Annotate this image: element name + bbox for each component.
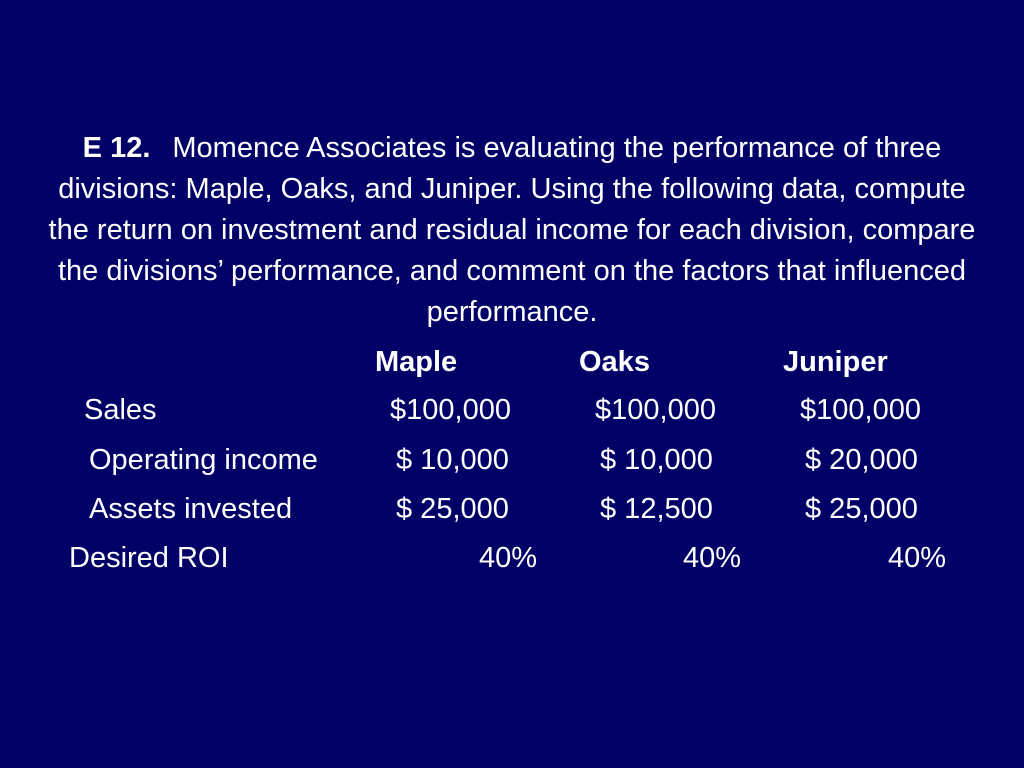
column-header-maple: Maple [375,346,458,378]
row-label-assets-invested: Assets invested [89,493,293,525]
cell-assets-invested-maple: $ 25,000 [396,493,509,525]
cell-desired-roi-maple: 40% [479,542,538,574]
exercise-prompt [40,128,984,333]
exercise-text: Momence Associates is evaluating the performance of three divisions: Maple, Oaks, and Juniper. Using the following data, compute the return on investment and residual income for each division, compare the divisions’ performance, and comment on the factors that influenced performance. [48,132,976,328]
cell-operating-income-juniper: $ 20,000 [805,444,918,476]
cell-desired-roi-oaks: 40% [683,542,742,574]
cell-sales-juniper: $100,000 [800,394,921,426]
column-header-oaks: Oaks [579,346,650,378]
cell-sales-oaks: $100,000 [595,394,716,426]
cell-operating-income-maple: $ 10,000 [396,444,509,476]
cell-sales-maple: $100,000 [390,394,511,426]
row-label-operating-income: Operating income [89,444,318,476]
cell-desired-roi-juniper: 40% [888,542,947,574]
column-header-juniper: Juniper [783,346,888,378]
cell-operating-income-oaks: $ 10,000 [600,444,713,476]
exercise-label: E 12. [82,132,151,164]
cell-assets-invested-juniper: $ 25,000 [805,493,918,525]
row-label-sales: Sales [84,394,157,426]
row-label-desired-roi: Desired ROI [69,542,229,574]
cell-assets-invested-oaks: $ 12,500 [600,493,713,525]
